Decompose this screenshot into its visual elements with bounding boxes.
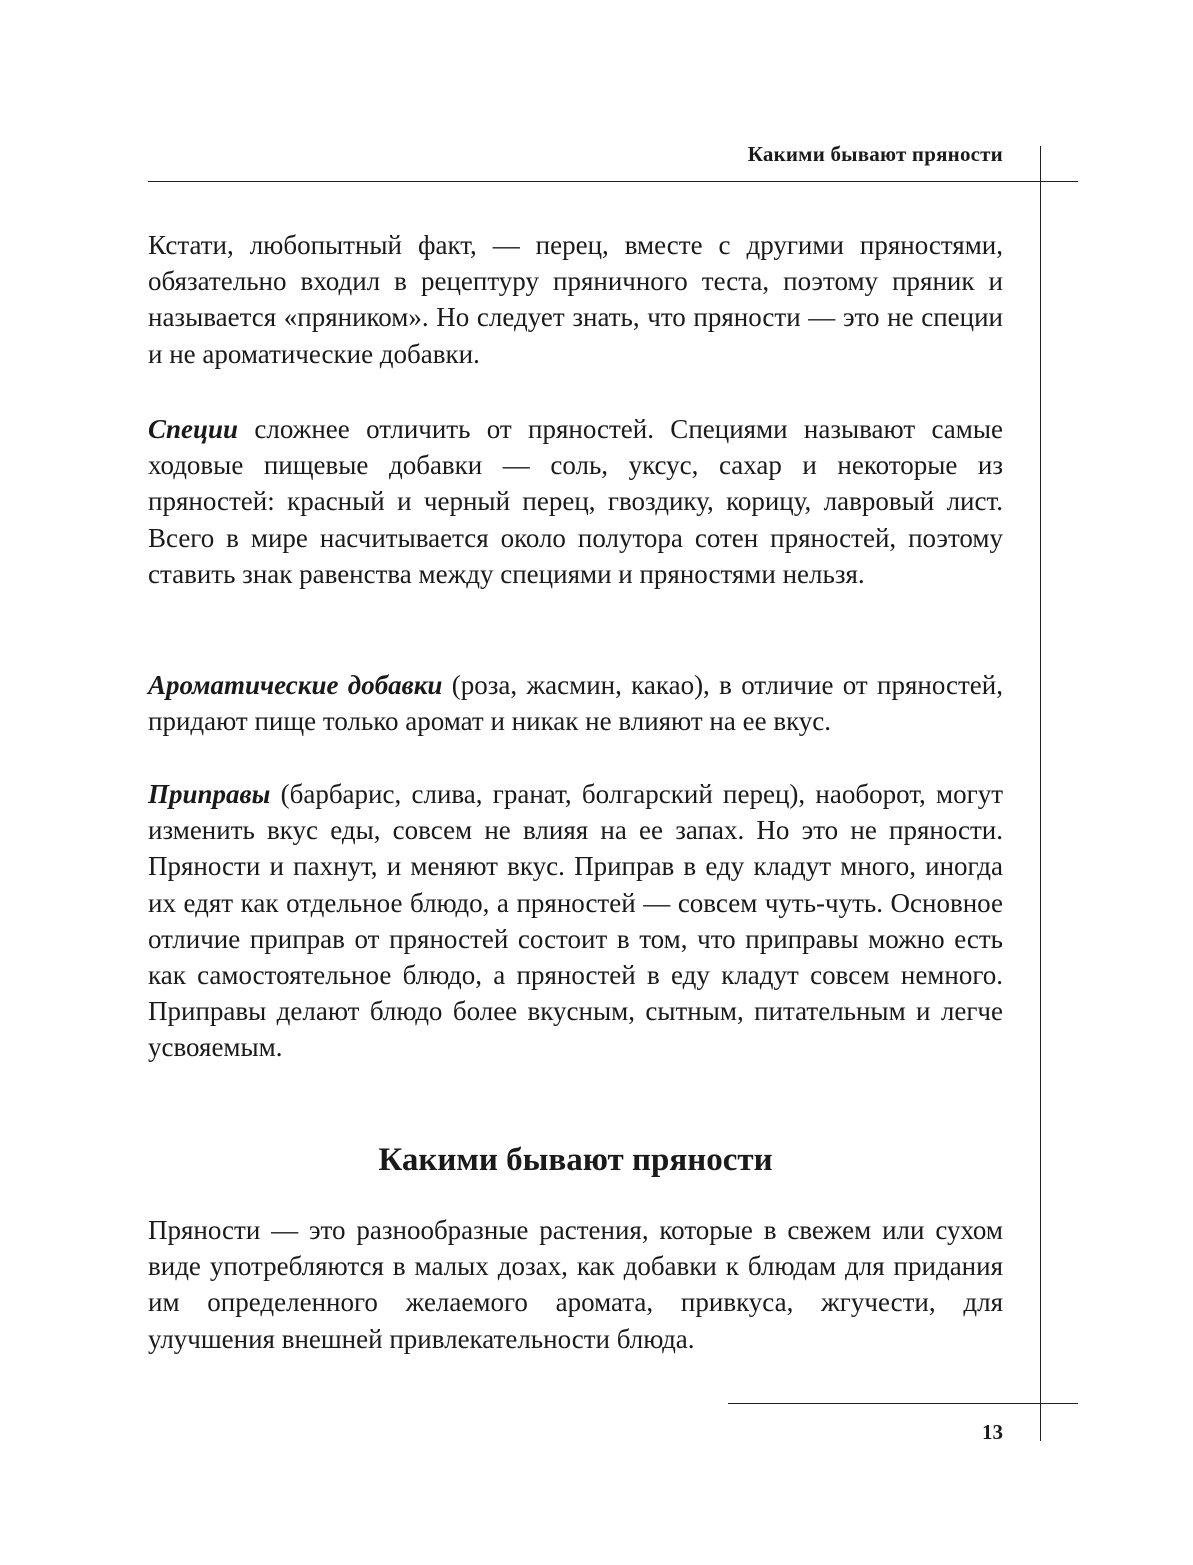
paragraph-text: Пряности — это разнообразные растения, которые в свежем или сухом виде употребляются в малых дозах, как добавки к блюдам для придания им определенного желаемого аромата, привкуса, жгучести, для улучшения внешней привлекательности блюда. <box>148 1215 1003 1354</box>
header-rule <box>148 181 1078 182</box>
term-seasonings: Приправы <box>148 779 271 809</box>
paragraph-pepper-fact <box>148 227 1003 372</box>
paragraph-text: Кстати, любопытный факт, — перец, вместе с другими пряностями, обязательно входил в рецептуру пряничного теста, поэтому пряник и называется «пряником». Но следует знать, что пряности — это не специи и не ароматические добавки. <box>148 230 1003 369</box>
paragraph-aromatic-additives <box>148 667 1003 739</box>
term-spices: Специи <box>148 414 239 444</box>
paragraph-text: сложнее отличить от пряностей. Специями называют самые ходовые пищевые добавки — соль, уксус, сахар и некоторые из пряностей: красный и черный перец, гвоздику, корицу, лавровый лист. Всего в мире насчитывается около полутора сотен пряностей, поэтому ставить знак равенства между специями и пряностями нельзя. <box>148 414 1003 589</box>
footer-rule <box>728 1403 1078 1404</box>
paragraph-seasonings <box>148 776 1003 1066</box>
page-number: 13 <box>982 1420 1003 1444</box>
margin-vertical-rule <box>1040 146 1041 1441</box>
term-aromatic-additives: Ароматические добавки <box>148 670 443 700</box>
paragraph-spices-definition <box>148 1212 1003 1357</box>
section-heading: Какими бывают пряности <box>378 1142 773 1178</box>
paragraph-text: (роза, жасмин, какао), в отличие от пряностей, придают пище только аромат и никак не влияют на ее вкус. <box>148 670 1003 737</box>
running-header-title: Какими бывают пряности <box>747 142 1003 166</box>
paragraph-spices <box>148 411 1003 592</box>
paragraph-text: (барбарис, слива, гранат, болгарский перец), наоборот, могут изменить вкус еды, совсем не влияя на ее запах. Но это не пряности. Пряности и пахнут, и меняют вкус. Приправ в еду кладут много, иногда их едят как отдельное блюдо, а пряностей — совсем чуть-чуть. Основное отличие приправ от пряностей состоит в том, что приправы можно есть как самостоятельное блюдо, а пряностей в еду кладут совсем немного. Приправы делают блюдо более вкусным, сытным, питательным и легче усвояемым. <box>148 779 1003 1063</box>
